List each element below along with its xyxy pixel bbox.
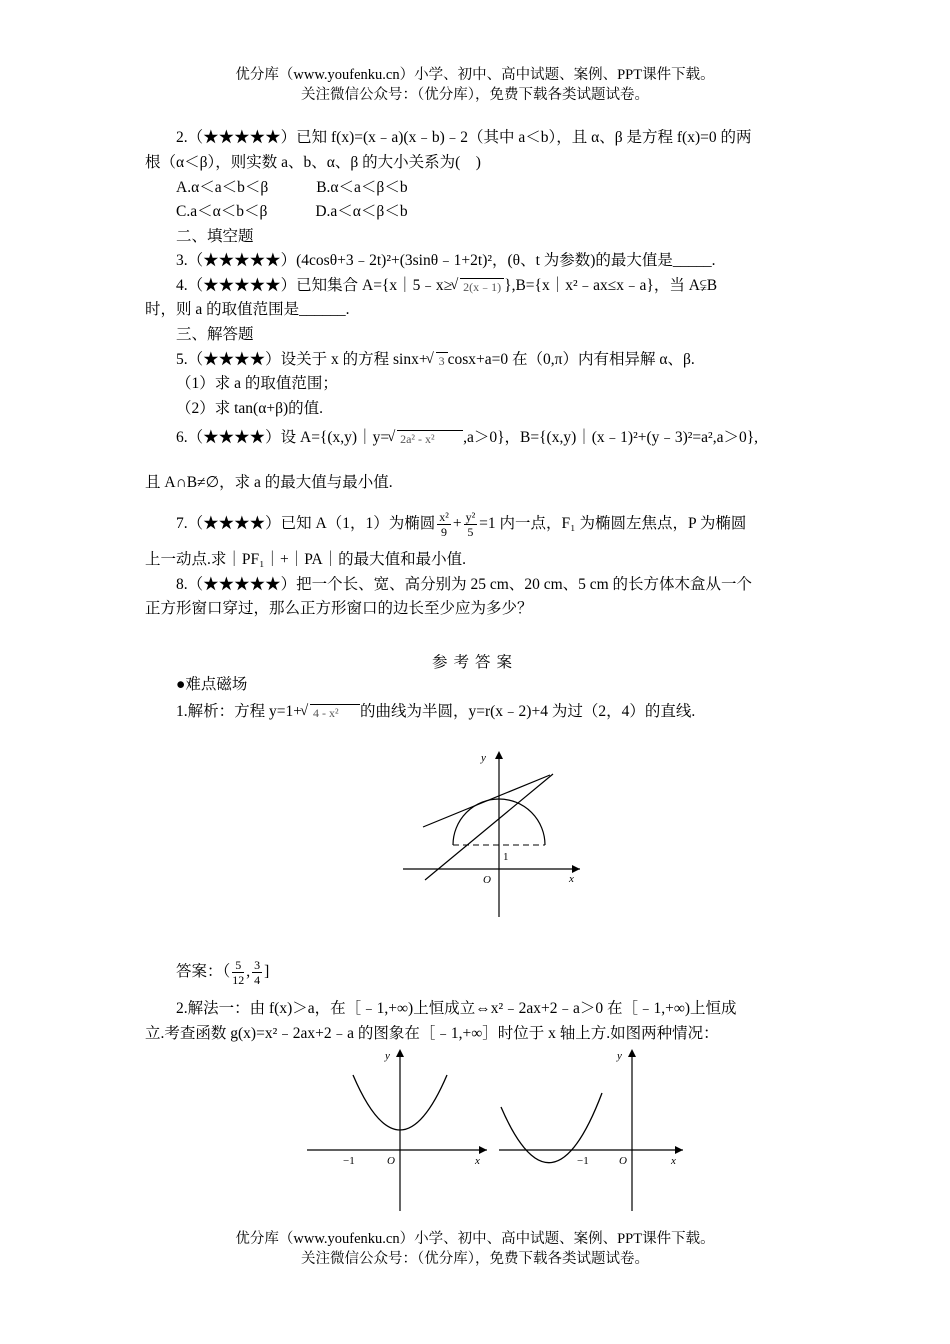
answer1-fraction-1: [232, 958, 244, 987]
fig2-origin: O: [387, 1155, 395, 1167]
answer1-fraction-2: [252, 958, 262, 987]
q5-sub1: （1）求 a 的取值范围；: [176, 375, 338, 392]
q3: 3.（★★★★★）(4cosθ+3﹣2t)²+(3sinθ﹣1+2t)²，(θ、t 为参数)的最大值是_____.: [176, 252, 716, 269]
footer-line-1: 优分库（www.youfenku.cn）小学、初中、高中试题、案例、PPT课件下载。: [235, 1231, 715, 1247]
header-line-1: 优分库（www.youfenku.cn）小学、初中、高中试题、案例、PPT课件下载。: [235, 67, 715, 83]
semicircle-figure: [395, 745, 590, 920]
answer1-label: 答案：（: [176, 963, 231, 981]
q7-line1: [176, 510, 810, 539]
q6-line1: [176, 427, 810, 449]
q7-line2: 上一动点.求｜PF₁｜+｜PA｜的最大值和最小值.: [145, 551, 467, 568]
q7-fraction-x: [437, 510, 451, 539]
answer1-f1-num: 5: [232, 958, 244, 973]
answer1-f2-num: 3: [254, 958, 261, 972]
header-line-2: 关注微信公众号：（优分库），免费下载各类试题试卷。: [301, 87, 649, 103]
fig2-x-label: x: [475, 1155, 480, 1167]
a1-line: [176, 701, 810, 723]
q5-line1: [176, 349, 810, 371]
fig2-minus-one: −1: [343, 1155, 355, 1167]
a2-line2: 立.考查函数 g(x)=x²﹣2ax+2﹣a 的图象在［﹣1,+∞］时位于 x 轴上方.如图两种情况：: [145, 1025, 719, 1042]
answer1-comma: ,: [246, 963, 251, 981]
fig2-y-label: y: [385, 1050, 390, 1062]
answer1: [176, 958, 810, 987]
q4-line2: 时，则 a 的取值范围是______.: [145, 301, 350, 318]
fig1-y-label: y: [481, 752, 486, 764]
q2-option-c: C.a＜α＜b＜β: [176, 203, 268, 220]
q7-fraction-y: [464, 510, 478, 539]
q8-line2: 正方形窗口穿过，那么正方形窗口的边长至少应为多少？: [145, 600, 533, 617]
q2-option-d: D.a＜α＜β＜b: [315, 203, 408, 220]
fig1-x-label: x: [569, 873, 574, 885]
difficulty-heading: ●难点磁场: [176, 676, 248, 693]
q5-text-post: cosx+a=0 在（0,π）内有相异解 α、β.: [447, 351, 695, 368]
section-fill-blank: 二、填空题: [176, 228, 254, 245]
q2-options-ab: [176, 177, 810, 199]
q7-text-pre: 7.（★★★★）已知 A（1，1）为椭圆: [176, 515, 436, 533]
a1-text-post: 的曲线为半圆，y=r(x﹣2)+4 为过（2，4）的直线.: [359, 703, 696, 720]
answer1-f2-den: 4: [254, 973, 261, 987]
q5-sqrt: √ 3: [436, 352, 448, 369]
q7-text-post: =1 内一点，F₁ 为椭圆左焦点，P 为椭圆: [479, 515, 747, 533]
answers-title: 参考答案: [431, 654, 518, 671]
fig3-minus-one: −1: [577, 1155, 589, 1167]
q5-text-pre: 5.（★★★★）设关于 x 的方程 sinx+: [176, 351, 428, 368]
q2-option-b: B.α＜a＜β＜b: [316, 179, 408, 196]
q6-line2: 且 A∩B≠∅，求 a 的最大值与最小值.: [145, 474, 393, 491]
q6-text-pre: 6.（★★★★）设 A={(x,y)｜y=: [176, 429, 390, 446]
a1-sqrt: √ 4 - x²: [310, 704, 360, 721]
a2-line1: 2.解法一：由 f(x)＞a，在［﹣1,+∞)上恒成立⇔x²﹣2ax+2﹣a＞0 在［﹣1,+∞)上恒成: [176, 1000, 737, 1017]
q6-sqrt: √ 2a² - x²: [397, 430, 463, 447]
parabola-figure-left: [305, 1045, 490, 1213]
fig3-x-label: x: [671, 1155, 676, 1167]
fig3-y-label: y: [617, 1050, 622, 1062]
section-answer: 三、解答题: [176, 326, 254, 343]
answer1-f1-den: 12: [232, 973, 245, 987]
q7-plus: +: [452, 515, 462, 533]
q5-sub2: （2）求 tan(α+β)的值.: [176, 400, 324, 417]
q7-frac1-num: x²: [439, 510, 449, 524]
fig1-one: 1: [503, 851, 509, 863]
q6-text-post: ,a＞0}，B={(x,y)｜(x﹣1)²+(y﹣3)²=a²,a＞0},: [463, 429, 759, 446]
q7-frac2-den: 5: [467, 525, 474, 539]
fig1-origin: O: [483, 874, 491, 886]
q4-text-pre: 4.（★★★★★）已知集合 A={x｜5﹣x≥: [176, 277, 453, 294]
q7-frac2-num: y²: [465, 510, 476, 524]
q8-line1: 8.（★★★★★）把一个长、宽、高分别为 25 cm、20 cm、5 cm 的长方体木盒从一个: [176, 576, 753, 593]
q7-frac1-den: 9: [441, 525, 447, 539]
q4-text-post: },B={x｜x²﹣ax≤x﹣a}，当 A⫋B: [504, 277, 718, 294]
fig3-origin: O: [619, 1155, 627, 1167]
parabola-figure-right: [497, 1045, 687, 1213]
q2-line2: 根（α＜β），则实数 a、b、α、β 的大小关系为( ): [145, 154, 481, 171]
q2-options-cd: [176, 201, 810, 223]
answer1-close: ]: [264, 963, 270, 981]
footer-line-2: 关注微信公众号：（优分库），免费下载各类试题试卷。: [301, 1251, 649, 1267]
a1-text-pre: 1.解析：方程 y=1+: [176, 703, 302, 720]
q4-line1: [176, 275, 810, 297]
q2-line1: 2.（★★★★★）已知 f(x)=(x﹣a)(x﹣b)﹣2（其中 a＜b），且 α、β 是方程 f(x)=0 的两: [176, 129, 752, 146]
q4-sqrt: √ 2(x﹣1): [460, 278, 504, 295]
q2-option-a: A.α＜a＜b＜β: [176, 179, 269, 196]
